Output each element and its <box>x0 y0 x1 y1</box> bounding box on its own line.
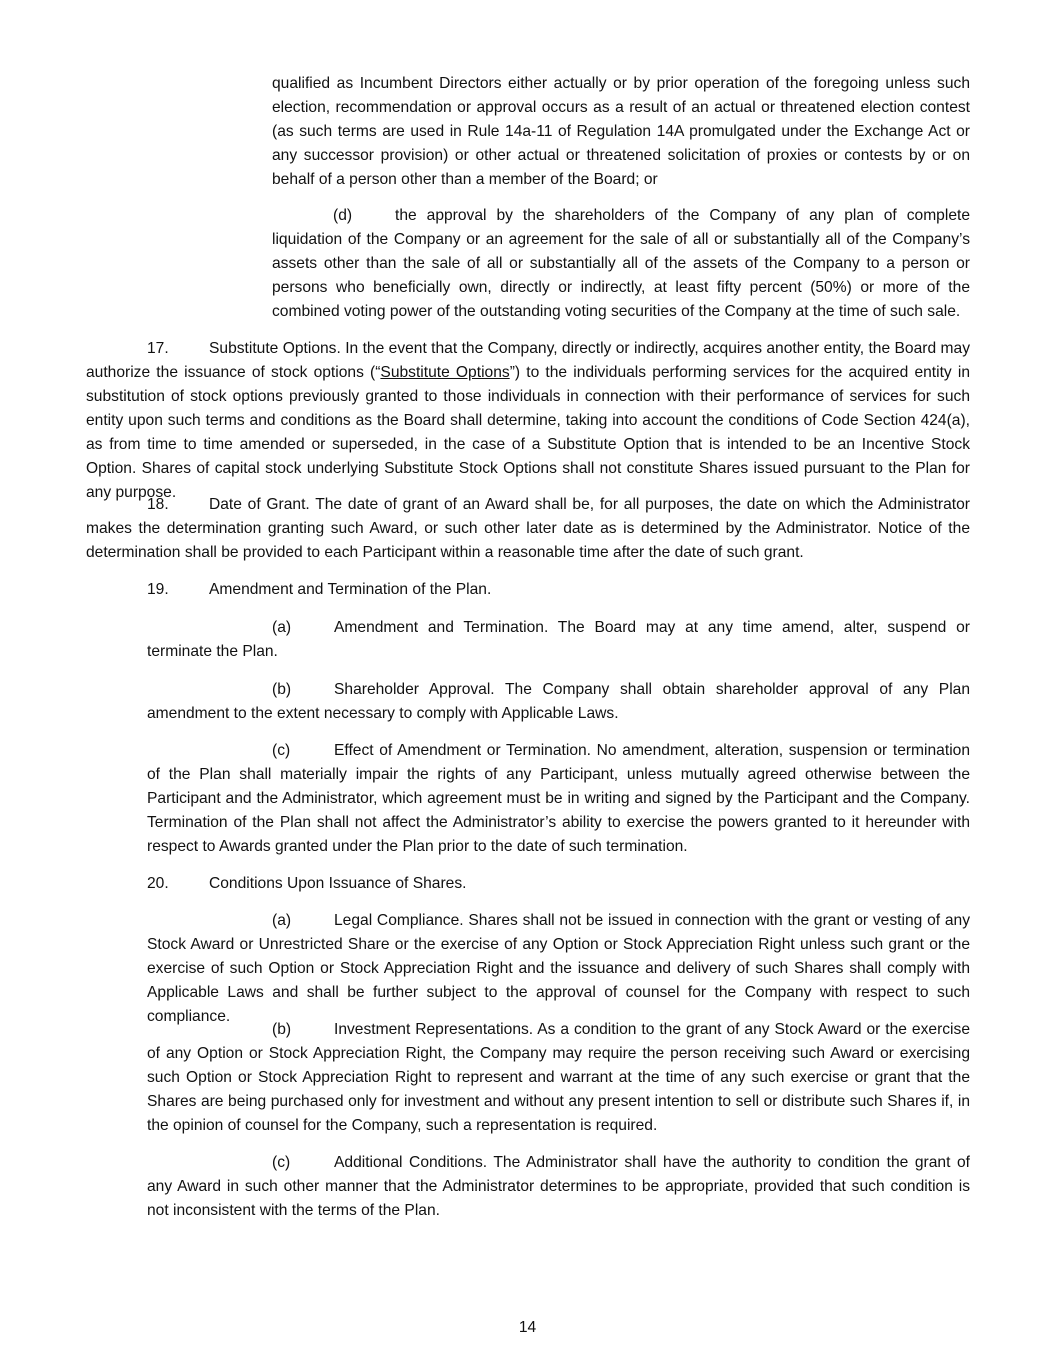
section-19a-paragraph <box>147 616 970 664</box>
section-20a-label: (a) <box>272 912 292 929</box>
page-number: 14 <box>518 1319 537 1336</box>
section-20c-paragraph <box>147 1151 970 1223</box>
section-18-heading: Date of Grant. <box>209 496 310 513</box>
section-17-paragraph <box>86 337 970 505</box>
section-20c-text: The Administrator shall have the authority to condition the grant of any Award in such other manner that the Administrator determines to be appropriate, provided that such condition is not inconsistent with the terms of the Plan. <box>147 1154 970 1219</box>
section-19c-text: No amendment, alteration, suspension or termination of the Plan shall materially impair the rights of any Participant, unless mutually agreed otherwise between the Participant and the Administrator, which agreement must be in writing and signed by the Participant and the Company. Termination of the Plan shall not affect the Administrator’s ability to exercise the powers granted to it hereunder with respect to Awards granted under the Plan prior to the date of such termination. <box>147 742 970 855</box>
section-19a-text: The Board may at any time amend, alter, suspend or terminate the Plan. <box>147 619 970 660</box>
section-20-number: 20. <box>147 875 169 892</box>
section-16d-text: the approval by the shareholders of the Company of any plan of complete liquidation of the Company or an agreement for the sale of all or substantially all of the Company’s assets other than the sale of all or substantially all of the assets of the Company to a person or persons who beneficially own, directly or indirectly, at least fifty percent (50%) or more of the combined voting power of the outstanding voting securities of the Company at the time of such sale. <box>272 207 970 320</box>
section-20a-heading: Legal Compliance. <box>334 912 464 929</box>
section-16c-continuation: qualified as Incumbent Directors either actually or by prior operation of the foregoing unless such election, recommendation or approval occurs as a result of an actual or threatened election contest (as such terms are used in Rule 14a-11 of Regulation 14A promulgated under the Exchange Act or any successor provision) or other actual or threatened solicitation of proxies or contests by or on behalf of a person other than a member of the Board; or <box>272 75 970 188</box>
section-19b-heading: Shareholder Approval. <box>334 681 495 698</box>
section-20c-heading: Additional Conditions. <box>334 1154 488 1171</box>
section-19b-label: (b) <box>272 681 292 698</box>
section-18-paragraph <box>86 493 970 565</box>
section-19a-label: (a) <box>272 619 292 636</box>
section-19a-heading: Amendment and Termination. <box>334 619 549 636</box>
section-20c-label: (c) <box>272 1154 291 1171</box>
section-20b-paragraph <box>147 1018 970 1138</box>
section-19-number: 19. <box>147 581 169 598</box>
section-20-heading: Conditions Upon Issuance of Shares. <box>209 875 467 892</box>
section-19b-paragraph <box>147 678 970 726</box>
section-20-heading-line <box>147 872 970 896</box>
section-20a-text: Shares shall not be issued in connection with the grant or vesting of any Stock Award or Unrestricted Share or the exercise of any Option or Stock Appreciation Right unless such grant or the exercise of such Option or Stock Appreciation Right and the issuance and delivery of such Shares shall comply with Applicable Laws and shall be further subject to the approval of counsel for the Company with respect to such compliance. <box>147 912 970 1025</box>
section-18-number: 18. <box>147 496 169 513</box>
section-17-text-after: ”) to the individuals performing services for the acquired entity in substitution of stock options previously granted to those individuals in connection with their performance of services for such entity upon such terms and conditions as the Board shall determine, taking into account the conditions of Code Section 424(a), as from time to time amended or superseded, in the case of a Substitute Option that is intended to be an Incentive Stock Option. Shares of capital stock underlying Substitute Stock Options shall not constitute Shares issued pursuant to the Plan for any purpose. <box>86 364 971 501</box>
section-20a-paragraph <box>147 909 970 1029</box>
section-17-number: 17. <box>147 340 169 357</box>
section-19c-heading: Effect of Amendment or Termination. <box>334 742 591 759</box>
section-19-heading-line <box>147 578 970 602</box>
section-16d-paragraph <box>272 204 970 324</box>
section-16d-label: (d) <box>333 207 353 224</box>
section-19c-paragraph <box>147 739 970 859</box>
section-20b-heading: Investment Representations. <box>334 1021 534 1038</box>
section-17-text-before: In the event that the Company, directly or indirectly, acquires another entity, the Board may authorize the issuance of stock options (“ <box>86 340 970 381</box>
section-17-defined-term: Substitute Options <box>380 364 510 381</box>
section-19-heading: Amendment and Termination of the Plan. <box>209 581 492 598</box>
section-19c-label: (c) <box>272 742 291 759</box>
section-18-text: The date of grant of an Award shall be, for all purposes, the date on which the Administrator makes the determination granting such Award, or such other later date as is determined by the Administrator. Notice of the determination shall be provided to each Participant within a reasonable time after the date of such grant. <box>86 496 970 561</box>
section-20b-text: As a condition to the grant of any Stock Award or the exercise of any Option or Stock Appreciation Right, the Company may require the person receiving such Award or exercising such Option or Stock Appreciation Right to represent and warrant at the time of any such exercise or grant that the Shares are being purchased only for investment and without any present intention to sell or distribute such Shares if, in the opinion of counsel for the Company, such a representation is required. <box>147 1021 970 1134</box>
section-17-heading: Substitute Options. <box>209 340 341 357</box>
section-20b-label: (b) <box>272 1021 292 1038</box>
section-19b-text: The Company shall obtain shareholder approval of any Plan amendment to the extent necessary to comply with Applicable Laws. <box>147 681 970 722</box>
